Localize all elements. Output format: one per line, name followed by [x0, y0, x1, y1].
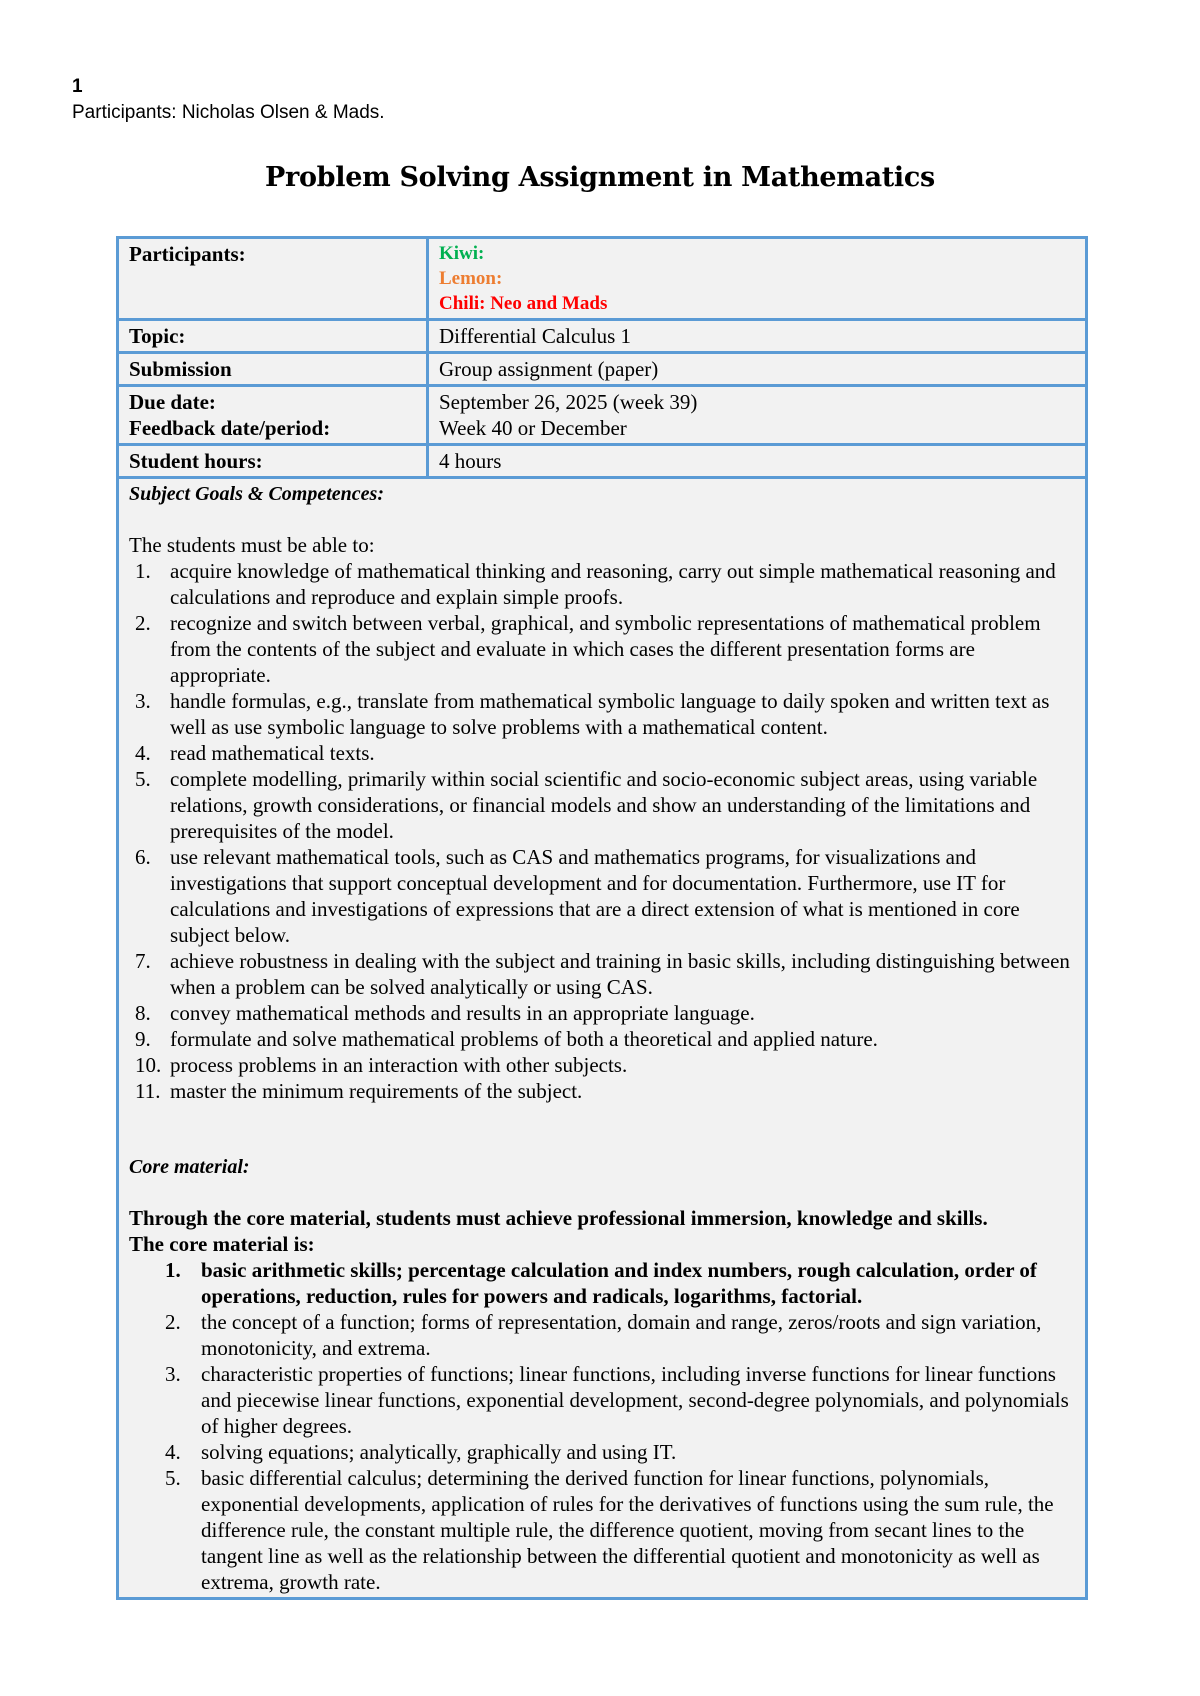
- list-item: [129, 1439, 1075, 1465]
- list-item: [129, 610, 1075, 688]
- list-item-text: achieve robustness in dealing with the subject and training in basic skills, including distinguishing between when a problem can be solved analytically or using CAS.: [170, 949, 1070, 999]
- group-kiwi: Kiwi:: [439, 243, 485, 264]
- list-item-text: acquire knowledge of mathematical thinking and reasoning, carry out simple mathematical reasoning and calculations and reproduce and explain simple proofs.: [170, 559, 1056, 609]
- goals-list: [129, 558, 1075, 1104]
- list-item: [129, 1052, 1075, 1078]
- list-item-number: 10.: [135, 1053, 162, 1077]
- goals-intro: The students must be able to:: [129, 533, 375, 557]
- list-item-text: basic differential calculus; determining the derived function for linear functions, polynomials, exponential developments, application of rules for the derivatives of functions using the sum rule, the difference rule, the constant multiple rule, the difference quotient, moving from secant lines to the tangent line as well as the relationship between the differential quotient and monotonicity as well as extrema, growth rate.: [201, 1466, 1054, 1594]
- list-item-text: the concept of a function; forms of representation, domain and range, zeros/roots and sign variation, monotonicity, and extrema.: [201, 1310, 1042, 1360]
- table-row: [119, 239, 1085, 321]
- page-number: 1: [72, 76, 83, 97]
- list-item-number: 1.: [165, 1258, 181, 1282]
- list-item: [129, 740, 1075, 766]
- participants-groups: [429, 239, 1085, 321]
- list-item-number: 2.: [165, 1310, 181, 1334]
- due-date-value: September 26, 2025 (week 39): [439, 390, 698, 414]
- list-item-text: handle formulas, e.g., translate from mathematical symbolic language to daily spoken and written text as well as use symbolic language to solve problems with a mathematical content.: [170, 689, 1050, 739]
- list-item: [129, 1000, 1075, 1026]
- list-item-number: 6.: [135, 845, 151, 869]
- list-item: [129, 1465, 1075, 1595]
- table-row: [119, 479, 1085, 1597]
- list-item-number: 5.: [135, 767, 151, 791]
- list-item-number: 2.: [135, 611, 151, 635]
- due-date-label: Due date:: [129, 390, 216, 414]
- list-item: [129, 688, 1075, 740]
- group-lemon: Lemon:: [439, 268, 503, 289]
- group-chili: Chili: Neo and Mads: [439, 293, 608, 314]
- assignment-info-table: [116, 236, 1088, 1600]
- list-item: [129, 844, 1075, 948]
- list-item-number: 8.: [135, 1001, 151, 1025]
- core-list: [129, 1257, 1075, 1595]
- dates-labels: [119, 387, 429, 446]
- table-row: [119, 321, 1085, 354]
- table-row: [119, 354, 1085, 387]
- goals-title: Subject Goals & Competences:: [129, 483, 384, 505]
- list-item: [129, 1257, 1075, 1309]
- list-item-text: read mathematical texts.: [170, 741, 375, 765]
- dates-values: [429, 387, 1085, 446]
- table-row: [119, 387, 1085, 446]
- list-item: [129, 558, 1075, 610]
- participants-line: Participants: Nicholas Olsen & Mads.: [72, 102, 385, 123]
- list-item-number: 4.: [165, 1440, 181, 1464]
- list-item-text: complete modelling, primarily within social scientific and socio-economic subject areas, using variable relations, growth considerations, or financial models and show an understanding of the limitations and prerequisites of the model.: [170, 767, 1038, 843]
- list-item-number: 7.: [135, 949, 151, 973]
- hours-label: Student hours:: [119, 446, 429, 479]
- list-item: [129, 1309, 1075, 1361]
- list-item-text: recognize and switch between verbal, graphical, and symbolic representations of mathematical problem from the contents of the subject and evaluate in which cases the different presentation forms are appropriate.: [170, 611, 1041, 687]
- list-item-text: formulate and solve mathematical problems of both a theoretical and applied nature.: [170, 1027, 878, 1051]
- list-item-text: solving equations; analytically, graphically and using IT.: [201, 1440, 677, 1464]
- list-item-number: 11.: [135, 1079, 161, 1103]
- page-header: [72, 74, 385, 126]
- submission-label: Submission: [119, 354, 429, 387]
- list-item: [129, 948, 1075, 1000]
- list-item-text: use relevant mathematical tools, such as CAS and mathematics programs, for visualizations and investigations that support conceptual development and for documentation. Furthermore, use IT for calculations and investigations of expressions that are a direct extension of what is mentioned in core subject below.: [170, 845, 1020, 947]
- feedback-label: Feedback date/period:: [129, 416, 331, 440]
- list-item-number: 3.: [135, 689, 151, 713]
- list-item: [129, 1078, 1075, 1104]
- topic-label: Topic:: [119, 321, 429, 354]
- core-title: Core material:: [129, 1156, 250, 1178]
- list-item: [129, 1361, 1075, 1439]
- list-item-number: 3.: [165, 1362, 181, 1386]
- feedback-value: Week 40 or December: [439, 416, 627, 440]
- page-title: Problem Solving Assignment in Mathematics: [265, 162, 935, 193]
- list-item-number: 9.: [135, 1027, 151, 1051]
- list-item: [129, 766, 1075, 844]
- list-item-number: 1.: [135, 559, 151, 583]
- list-item-text: master the minimum requirements of the subject.: [170, 1079, 583, 1103]
- list-item: [129, 1026, 1075, 1052]
- core-intro-2: The core material is:: [129, 1232, 315, 1256]
- topic-value: Differential Calculus 1: [429, 321, 1085, 354]
- list-item-text: basic arithmetic skills; percentage calculation and index numbers, rough calculation, order of operations, reduction, rules for powers and radicals, logarithms, factorial.: [201, 1258, 1037, 1308]
- goals-core-cell: [119, 479, 1085, 1597]
- list-item-text: process problems in an interaction with other subjects.: [170, 1053, 628, 1077]
- submission-value: Group assignment (paper): [429, 354, 1085, 387]
- table-row: [119, 446, 1085, 479]
- list-item-text: convey mathematical methods and results in an appropriate language.: [170, 1001, 755, 1025]
- list-item-text: characteristic properties of functions; linear functions, including inverse functions for linear functions and piecewise linear functions, exponential development, second-degree polynomials, and polynomials of higher degrees.: [201, 1362, 1069, 1438]
- core-intro: Through the core material, students must achieve professional immersion, knowledge and skills.: [129, 1206, 988, 1230]
- participants-label: Participants:: [119, 239, 429, 321]
- list-item-number: 4.: [135, 741, 151, 765]
- list-item-number: 5.: [165, 1466, 181, 1490]
- hours-value: 4 hours: [429, 446, 1085, 479]
